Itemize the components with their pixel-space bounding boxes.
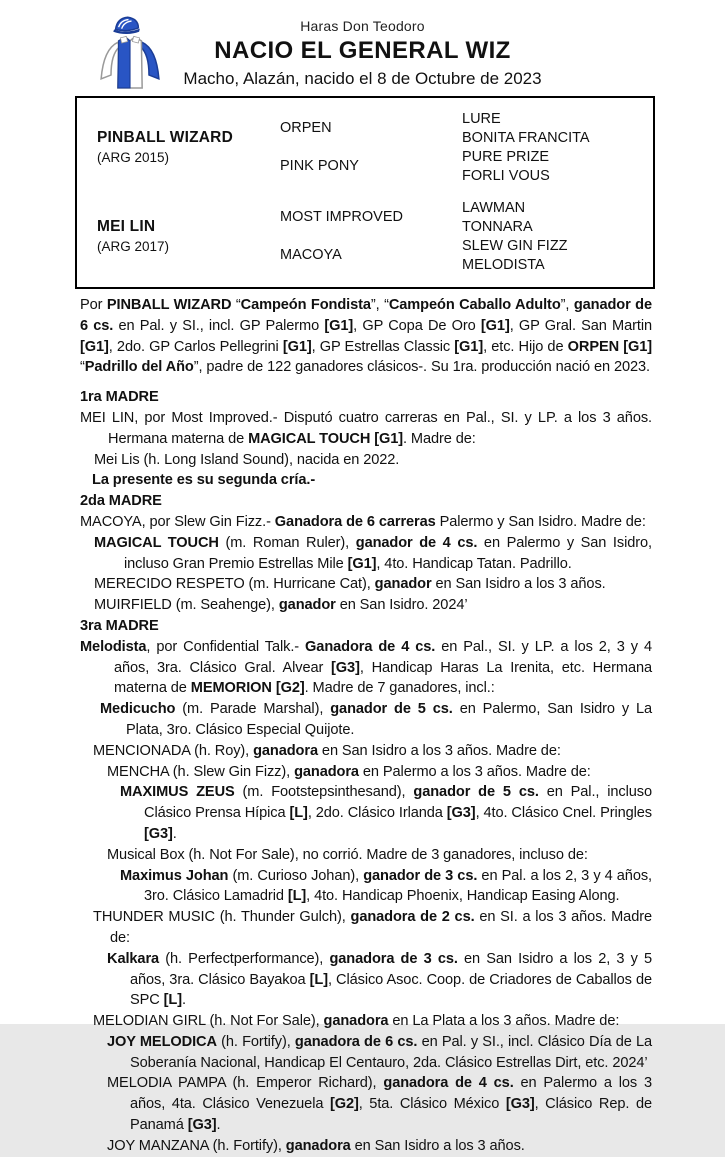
body-paragraph: La presente es su segunda cría.- bbox=[92, 472, 316, 489]
produce-record-text bbox=[80, 295, 652, 1157]
body-paragraph: MAXIMUS ZEUS (m. Footstepsinthesand), ganador de 5 cs. en Pal., incluso Clásico Prensa Hípica [L], 2do. Clásico Irlanda [G3], 4to. Clásico Cnel. Pringles [G3]. bbox=[120, 784, 653, 842]
sire-name: PINBALL WIZARD bbox=[97, 129, 233, 146]
body-paragraph: MELODIA PAMPA (h. Emperor Richard), ganadora de 4 cs. en Palermo a los 3 años, 4ta. Clásico Venezuela [G2], 5ta. Clásico México [G3], Clásico Rep. de Panamá [G3]. bbox=[107, 1075, 653, 1134]
body-paragraph: JOY MANZANA (h. Fortify), ganadora en San Isidro a los 3 años. bbox=[107, 1137, 525, 1154]
body-paragraph: MENCIONADA (h. Roy), ganadora en San Isidro a los 3 años. Madre de: bbox=[93, 742, 561, 759]
grandparent-name: FORLI VOUS bbox=[462, 167, 550, 184]
body-paragraph: Maximus Johan (m. Curioso Johan), ganador de 3 cs. en Pal. a los 2, 3 y 4 años, 3ro. Clásico Lamadrid [L], 4to. Handicap Phoenix, Handicap Easing Along. bbox=[120, 867, 652, 905]
dam-dam-name: MACOYA bbox=[280, 247, 342, 263]
body-paragraph: Mei Lis (h. Long Island Sound), nacida en 2022. bbox=[94, 451, 400, 468]
body-paragraph: Por PINBALL WIZARD “Campeón Fondista”, “Campeón Caballo Adulto”, ganador de 6 cs. en Pal. y SI., incl. GP Palermo [G1], GP Copa De Oro [G1], GP Gral. San Martin [G1], 2do. GP Carlos Pellegrini [G1], GP Estrellas Classic [G1], etc. Hijo de ORPEN [G1] “Padrillo del Año”, padre de 122 ganadores clásicos-. Su 1ra. producción nació en 2023. bbox=[80, 297, 652, 376]
section-heading: 1ra MADRE bbox=[80, 389, 159, 406]
section-heading: 3ra MADRE bbox=[80, 617, 159, 634]
grandparent-name: PURE PRIZE bbox=[462, 148, 550, 165]
sire-origin: (ARG 2015) bbox=[97, 150, 170, 165]
page-title-horse-name: NACIO EL GENERAL WIZ bbox=[214, 37, 511, 64]
body-paragraph: MELODIAN GIRL (h. Not For Sale), ganadora en La Plata a los 3 años. Madre de: bbox=[93, 1013, 620, 1030]
body-paragraph: MERECIDO RESPETO (m. Hurricane Cat), ganador en San Isidro a los 3 años. bbox=[94, 576, 606, 593]
body-paragraph: THUNDER MUSIC (h. Thunder Gulch), ganadora de 2 cs. en SI. a los 3 años. Madre de: bbox=[93, 909, 652, 946]
body-paragraph: MENCHA (h. Slew Gin Fizz), ganadora en Palermo a los 3 años. Madre de: bbox=[107, 763, 591, 780]
body-paragraph: Melodista, por Confidential Talk.- Ganadora de 4 cs. en Pal., SI. y LP. a los 2, 3 y 4 años, 3ra. Clásico Gral. Alvear [G3], Handicap Haras La Irenita, etc. Hermana materna de MEMORION [G2]. Madre de 7 ganadores, incl.: bbox=[80, 638, 652, 697]
dam-cell bbox=[77, 218, 280, 254]
body-paragraph: MUIRFIELD (m. Seahenge), ganador en San Isidro. 2024’ bbox=[94, 597, 468, 614]
dam-origin: (ARG 2017) bbox=[97, 239, 170, 254]
grandparent-name: MELODISTA bbox=[462, 256, 545, 273]
grandparent-name: TONNARA bbox=[462, 218, 533, 235]
dam-sire-name: MOST IMPROVED bbox=[280, 209, 403, 225]
body-paragraph: Musical Box (h. Not For Sale), no corrió. Madre de 3 ganadores, incluso de: bbox=[107, 846, 588, 863]
grandparent-name: LAWMAN bbox=[462, 199, 526, 216]
grandparent-name: SLEW GIN FIZZ bbox=[462, 237, 568, 254]
sire-cell bbox=[77, 129, 280, 165]
section-heading: 2da MADRE bbox=[80, 493, 162, 510]
pedigree-sire-half bbox=[77, 103, 653, 192]
stable-name: Haras Don Teodoro bbox=[300, 18, 425, 34]
pedigree-table bbox=[75, 96, 655, 289]
pedigree-dam-half bbox=[77, 192, 653, 281]
sire-sire-name: ORPEN bbox=[280, 120, 332, 136]
horse-birth-line: Macho, Alazán, nacido el 8 de Octubre de 2023 bbox=[183, 69, 542, 88]
body-paragraph: JOY MELODICA (h. Fortify), ganadora de 6 cs. en Pal. y SI., incl. Clásico Día de La Soberanía Nacional, Handicap El Centauro, 2da. Clásico Estrellas Dirt, etc. 2024’ bbox=[107, 1033, 653, 1071]
jockey-silks-icon bbox=[92, 12, 168, 94]
body-paragraph: Kalkara (h. Perfectperformance), ganadora de 3 cs. en San Isidro a los 2, 3 y 5 años, 3ra. Clásico Bayakoa [L], Clásico Asoc. Coop. de Criadores de Caballos de SPC [L]. bbox=[107, 950, 653, 1009]
grandparent-name: LURE bbox=[462, 110, 501, 127]
body-paragraph: MEI LIN, por Most Improved.- Disputó cuatro carreras en Pal., SI. y LP. a los 3 años. Hermana materna de MAGICAL TOUCH [G1]. Madre de: bbox=[80, 409, 652, 447]
body-paragraph: MAGICAL TOUCH (m. Roman Ruler), ganador de 4 cs. en Palermo y San Isidro, incluso Gran Premio Estrellas Mile [G1], 4to. Handicap Tatan. Padrillo. bbox=[94, 534, 652, 572]
body-paragraph: Medicucho (m. Parade Marshal), ganador de 5 cs. en Palermo, San Isidro y La Plata, 3ro. Clásico Especial Quijote. bbox=[100, 701, 653, 738]
sire-dam-name: PINK PONY bbox=[280, 158, 359, 174]
body-paragraph: MACOYA, por Slew Gin Fizz.- Ganadora de 6 carreras Palermo y San Isidro. Madre de: bbox=[80, 513, 646, 530]
grandparent-name: BONITA FRANCITA bbox=[462, 129, 590, 146]
dam-name: MEI LIN bbox=[97, 218, 156, 235]
